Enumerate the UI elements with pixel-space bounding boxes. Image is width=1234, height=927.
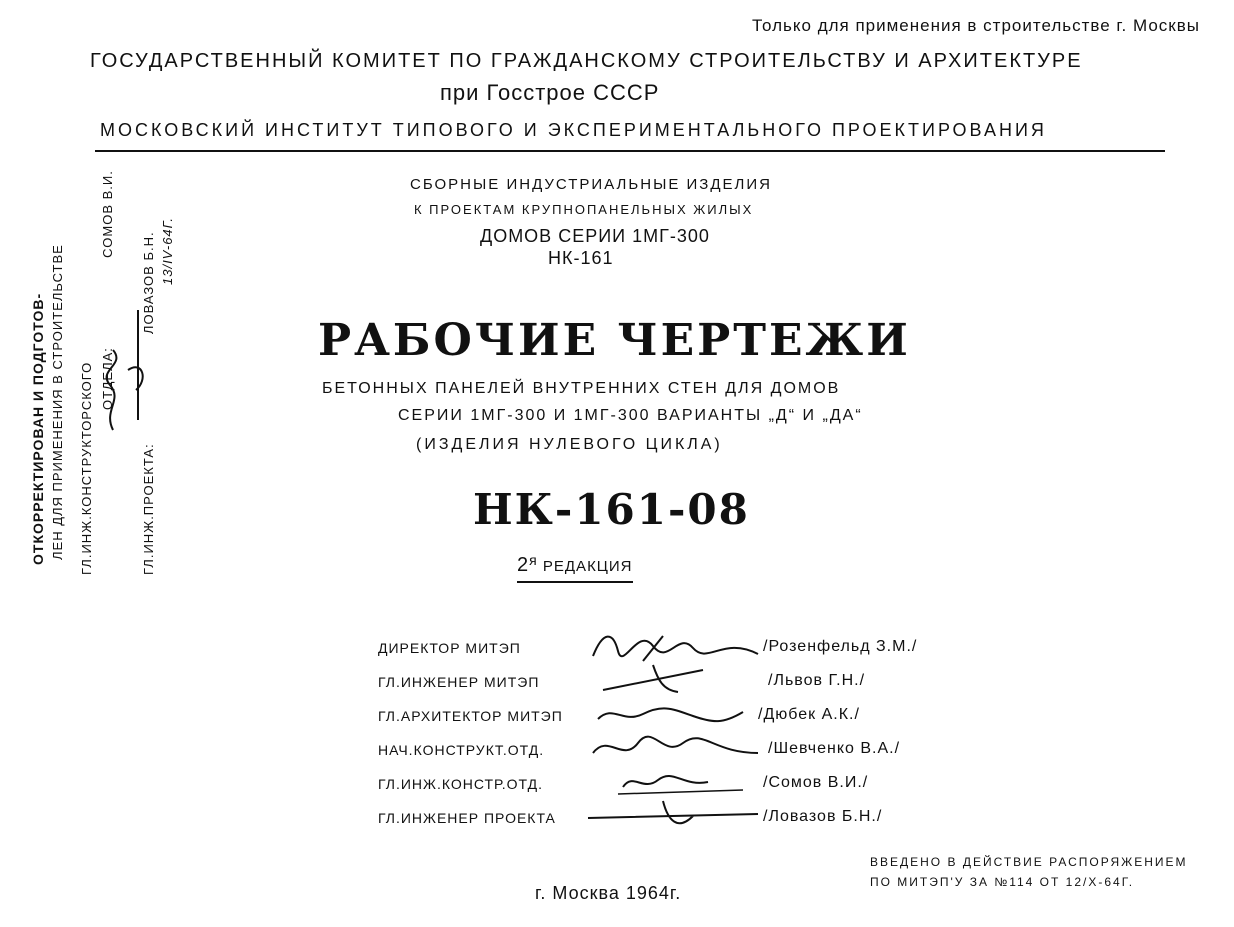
signatory-name: /Дюбек А.К./ — [758, 706, 860, 723]
document-number: НК-161-08 — [473, 485, 750, 534]
signatory-position: ГЛ.ИНЖ.КОНСТР.ОТД. — [378, 776, 543, 792]
city-year: г. Москва 1964г. — [535, 883, 682, 903]
collection-line-1: СБОРНЫЕ ИНДУСТРИАЛЬНЫЕ ИЗДЕЛИЯ — [410, 176, 772, 193]
side-note-label: ОТДЕЛА: — [100, 347, 115, 410]
signatory-position: ГЛ.ИНЖЕНЕР МИТЭП — [378, 674, 540, 690]
signatory-row — [378, 636, 958, 662]
collection-line-2: К ПРОЕКТАМ КРУПНОПАНЕЛЬНЫХ ЖИЛЫХ — [414, 202, 754, 217]
collection-line-3: ДОМОВ СЕРИИ 1МГ-300 — [480, 226, 710, 246]
signatory-row — [378, 772, 958, 798]
signatory-row — [378, 738, 958, 764]
signatory-name: /Розенфельд З.М./ — [763, 638, 918, 655]
signatory-name: /Ловазов Б.Н./ — [763, 808, 883, 825]
side-note-line-3: ГЛ.ИНЖ.КОНСТРУКТОРСКОГО — [79, 361, 94, 575]
signatory-position: ДИРЕКТОР МИТЭП — [378, 640, 521, 656]
signatory-position: ГЛ.АРХИТЕКТОР МИТЭП — [378, 708, 563, 724]
signatory-row — [378, 806, 958, 832]
edition-word: РЕДАКЦИЯ — [542, 558, 633, 575]
subtitle-line-2: СЕРИИ 1МГ-300 И 1МГ-300 ВАРИАНТЫ „Д“ И „ДА“ — [398, 407, 863, 424]
side-note-line-2: ЛЕН ДЛЯ ПРИМЕНЕНИЯ В СТРОИТЕЛЬСТВЕ — [50, 244, 65, 560]
edition-label — [517, 552, 633, 583]
handwritten-signature — [583, 796, 763, 836]
signatory-row — [378, 670, 958, 696]
edition-superscript: я — [529, 552, 538, 568]
institute-underline — [95, 150, 1165, 152]
institute-name: МОСКОВСКИЙ ИНСТИТУТ ТИПОВОГО И ЭКСПЕРИМЕНТАЛЬНОГО ПРОЕКТИРОВАНИЯ — [100, 120, 1047, 140]
collection-line-4: НК-161 — [548, 248, 614, 268]
signatory-name: /Шевченко В.А./ — [768, 740, 901, 757]
side-note-name: ЛОВАЗОВ Б.Н. — [141, 231, 156, 335]
signatory-position: НАЧ.КОНСТРУКТ.ОТД. — [378, 742, 545, 758]
decree-line-2: ПО МИТЭП'У ЗА №114 ОТ 12/X-64Г. — [870, 875, 1135, 889]
decree-note — [870, 852, 1187, 892]
signatory-position: ГЛ.ИНЖЕНЕР ПРОЕКТА — [378, 810, 556, 826]
side-note-date: 13/IV-64Г. — [160, 216, 175, 285]
edition-number: 2 — [517, 554, 530, 576]
signatory-name: /Львов Г.Н./ — [768, 672, 866, 689]
gosstroy-line: при Госстрое СССР — [440, 80, 660, 105]
signatory-name: /Сомов В.И./ — [763, 774, 869, 791]
subtitle-line-1: БЕТОННЫХ ПАНЕЛЕЙ ВНУТРЕННИХ СТЕН ДЛЯ ДОМОВ — [322, 380, 841, 397]
page-title: РАБОЧИЕ ЧЕРТЕЖИ — [318, 315, 911, 366]
side-note-line-1: ОТКОРРЕКТИРОВАН И ПОДГОТОВ- — [30, 292, 46, 565]
signatory-row — [378, 704, 958, 730]
side-note-label: ГЛ.ИНЖ.ПРОЕКТА: — [141, 443, 156, 575]
subtitle-line-3: (ИЗДЕЛИЯ НУЛЕВОГО ЦИКЛА) — [416, 436, 723, 453]
decree-line-1: ВВЕДЕНО В ДЕЙСТВИЕ РАСПОРЯЖЕНИЕМ — [870, 855, 1188, 869]
side-handwritten-signature — [98, 290, 158, 440]
committee-name: ГОСУДАРСТВЕННЫЙ КОМИТЕТ ПО ГРАЖДАНСКОМУ СТРОИТЕЛЬСТВУ И АРХИТЕКТУРЕ — [90, 50, 1083, 72]
top-note: Только для применения в строительстве г. Москвы — [751, 16, 1200, 35]
side-note-name: СОМОВ В.И. — [100, 170, 115, 258]
